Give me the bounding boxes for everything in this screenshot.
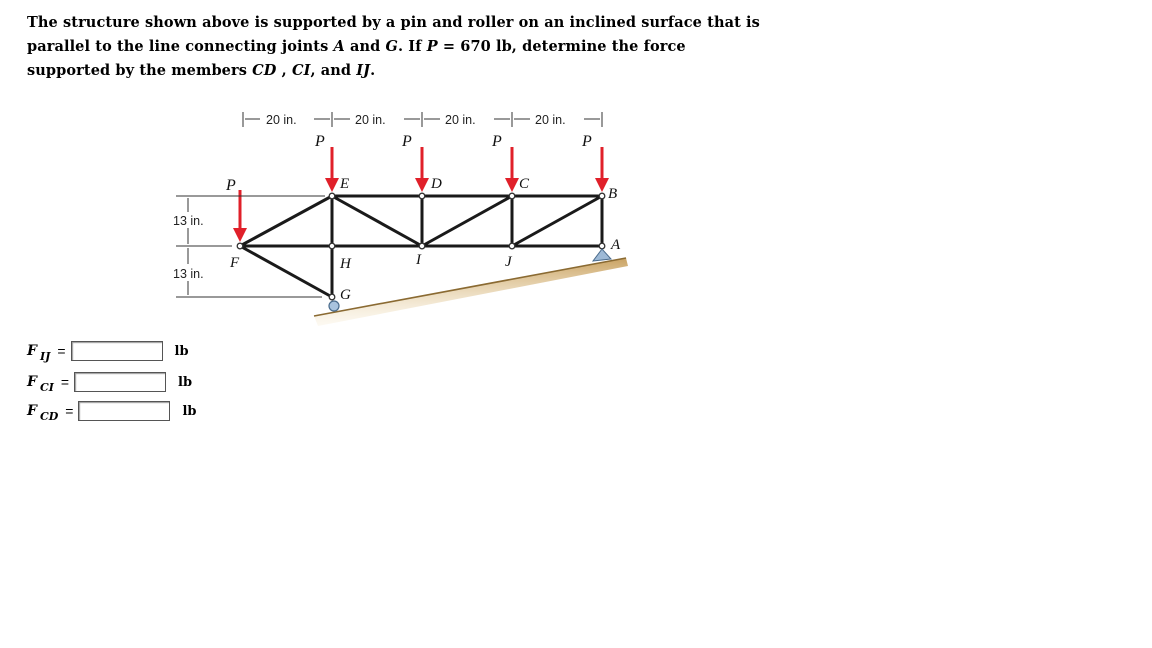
truss-diagram [0, 0, 660, 330]
member-ref-cd: CD [252, 62, 277, 79]
joint-label-c: C [519, 176, 530, 192]
joint-i-pin [419, 243, 425, 249]
joint-h-pin [329, 243, 335, 249]
load-arrow-e-head [325, 178, 339, 192]
member-ei [332, 196, 422, 246]
joint-c-pin [509, 193, 515, 199]
dim-label-ed: 20 in. [355, 113, 386, 127]
joint-d-pin [419, 193, 425, 199]
joint-label-e: E [340, 176, 350, 192]
joint-label-b: B [608, 186, 618, 202]
dim-label-upper-13: 13 in. [173, 214, 204, 228]
pin-support-a [593, 249, 611, 261]
joint-j-pin [509, 243, 515, 249]
joint-ref-a: A [333, 38, 345, 55]
joint-label-h: H [340, 256, 351, 272]
load-arrow-f-head [233, 228, 247, 242]
joint-b-pin [599, 193, 605, 199]
problem-line-1: The structure shown above is supported by a pin and roller on an inclined surface that is [27, 14, 760, 31]
member-ref-ij: IJ [356, 62, 371, 79]
problem-line-2: parallel to the line connecting joints A and G. If P = 670 lb, determine the force [27, 38, 686, 55]
answer-label-fcd: F $_{CD}$ [27, 403, 59, 423]
dim-label-dc: 20 in. [445, 113, 476, 127]
roller-support-g [329, 301, 339, 311]
dim-label-cb: 20 in. [535, 113, 566, 127]
joint-ref-g: G [385, 38, 399, 55]
equals-sign: = [57, 343, 66, 359]
unit-label-ij: lb [174, 343, 189, 359]
joint-label-f: F [230, 255, 240, 271]
joint-a-pin [599, 243, 605, 249]
answer-row-fci [27, 369, 192, 395]
load-arrow-b-head [595, 178, 609, 192]
answer-row-fcd [27, 398, 196, 424]
load-label-e: P [315, 133, 325, 150]
joint-label-a: A [611, 237, 621, 253]
load-arrow-c-head [505, 178, 519, 192]
force-cd-input[interactable] [78, 401, 170, 421]
problem-line-3: supported by the members CD , CI, and IJ. [27, 62, 376, 79]
dim-label-fe: 20 in. [266, 113, 297, 127]
load-label-b: P [582, 133, 592, 150]
load-label-f: P [226, 177, 236, 194]
joint-g-pin [329, 294, 335, 300]
member-jb [512, 196, 602, 246]
joint-f-pin [237, 243, 243, 249]
joint-label-d: D [431, 176, 442, 192]
load-ref-p: P [426, 38, 438, 55]
answer-row-fij [27, 338, 189, 364]
member-ref-ci: CI [291, 62, 311, 79]
inclined-ground [314, 258, 628, 326]
unit-label-cd: lb [182, 403, 197, 419]
member-ci [422, 196, 512, 246]
load-arrow-d-head [415, 178, 429, 192]
joint-label-g: G [340, 287, 351, 303]
force-ij-input[interactable] [71, 341, 163, 361]
dim-label-lower-13: 13 in. [173, 267, 204, 281]
equals-sign: = [60, 374, 70, 390]
joint-e-pin [329, 193, 335, 199]
joint-label-j: J [505, 254, 512, 270]
answer-label-fij: F $_{IJ}$ [27, 343, 51, 363]
load-label-c: P [492, 133, 502, 150]
force-ci-input[interactable] [74, 372, 166, 392]
answer-label-fci: F $_{CI}$ [27, 374, 54, 394]
joint-label-i: I [416, 252, 421, 268]
load-label-d: P [402, 133, 412, 150]
unit-label-ci: lb [178, 374, 193, 390]
ground-edge [314, 258, 626, 316]
member-fg [240, 246, 332, 297]
member-ef [240, 196, 332, 246]
equals-sign: = [65, 403, 74, 419]
